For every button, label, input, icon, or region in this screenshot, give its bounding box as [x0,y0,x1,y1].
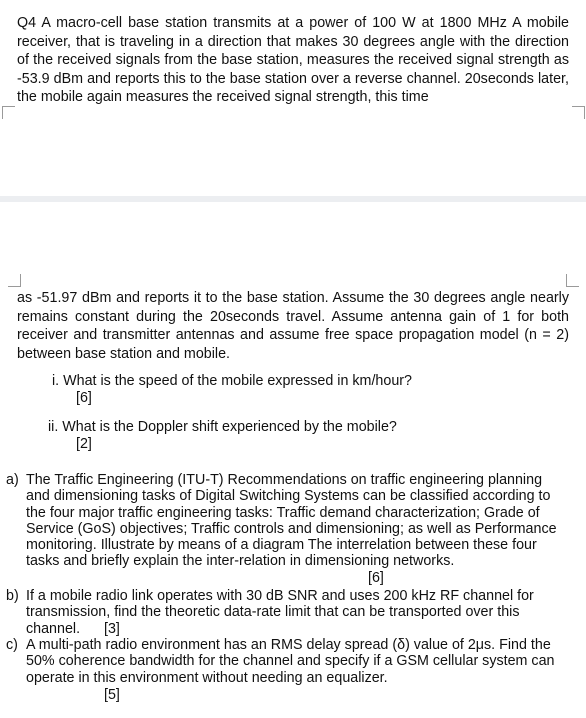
question-4-intro: Q4 A macro-cell base station transmits at a power of 100 W at 1800 MHz A mobile receiver, that is traveling in a direction that makes 30 degrees angle with the direction of the received signals from the base station, measures the received signal strength as -53.9 dBm and reports this to the base station over a reverse channel. 20seconds later, the mobile again measures the received signal strength, this time [17,15,569,105]
question-4-continued: as -51.97 dBm and reports it to the base station. Assume the 30 degrees angle nearly remains constant during the 20seconds travel. Assume antenna gain of 1 for both receiver and transmitter antennas and assume free space propagation model (n = 2) between base station and mobile. [17,290,569,362]
sub-question-ii-mark: [2] [76,436,92,452]
crop-mark-top-left [2,106,15,119]
question-b-text: If a mobile radio link operates with 30 dB SNR and uses 200 kHz RF channel for transmission, find the theoretic data-rate limit that can be transported over this channel. [26,588,534,637]
question-a-mark: [6] [368,570,384,586]
sub-question-i-mark: [6] [76,390,92,406]
page-separator [0,196,586,202]
crop-mark-bottom-left [8,274,21,287]
question-c-label: c) [6,637,18,653]
question-a [6,472,568,587]
question-b [6,588,568,638]
question-c [6,637,568,707]
sub-question-i: i. What is the speed of the mobile expressed in km/hour? [52,373,412,389]
question-c-mark: [5] [104,687,120,703]
sub-question-ii: ii. What is the Doppler shift experienced by the mobile? [48,419,397,435]
crop-mark-top-right [572,106,585,119]
crop-mark-bottom-right [566,274,579,287]
question-b-label: b) [6,588,19,604]
question-c-text: A multi-path radio environment has an RMS delay spread (δ) value of 2μs. Find the 50% coherence bandwidth for the channel and specify if a GSM cellular system can operate in this environment without needing an equalizer. [26,637,555,686]
question-a-label: a) [6,472,19,488]
question-a-text: The Traffic Engineering (ITU-T) Recommendations on traffic engineering planning and dimensioning tasks of Digital Switching Systems can be classified according to the four major traffic engineering tasks: Traffic demand characterization; Grade of Service (GoS) objectives; Traffic controls and dimensioning; as well as Performance monitoring. Illustrate by means of a diagram The interrelation between these four tasks and briefly explain the inter-relation in dimensioning networks. [26,472,557,570]
question-b-mark: [3] [104,621,120,637]
